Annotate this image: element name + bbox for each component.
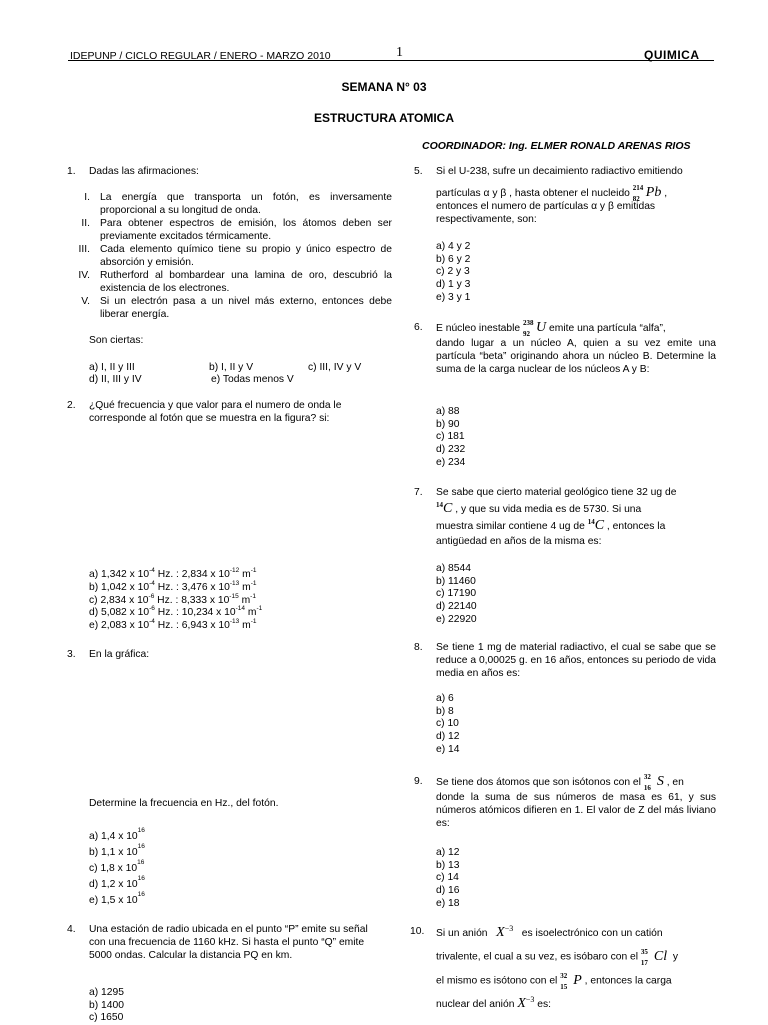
q5-options [436,241,470,305]
header-rule [68,60,714,61]
option-b: b) 1400 [89,999,124,1011]
carbon-14: $^{14}$C [436,500,453,516]
topic-title: ESTRUCTURA ATOMICA [314,111,454,125]
option-a: a) 1,342 x $10^{-4}$ Hz. : 2,834 x $10^{-12}$ $m^{-1}$ [89,567,257,580]
option-c: c) 2 y 3 [436,266,470,278]
question-number: 1. [67,166,76,177]
option-d: d) 22140 [436,601,477,613]
option-d: d) 1 y 3 [436,279,471,291]
option-b: b) I, II y V [209,362,254,373]
option-e: e) Todas menos V [211,374,294,385]
question-stem: Dadas las afirmaciones: [89,166,199,177]
option-c: c) 181 [436,431,465,443]
option-d: d) 16 [436,885,460,897]
option-d: d) 232 [436,444,466,456]
option-e: e) 1,5 x $10^{16}$ [89,891,145,906]
phosphorus-nuclide: 32 15 P [560,971,582,991]
option-e: e) 22920 [436,613,477,625]
lead-nuclide: 214 82 Pb [632,183,662,203]
week-title: SEMANA N° 03 [341,80,427,94]
anion-x: $X^{-3}$ [496,924,514,940]
q6-options [436,406,465,470]
option-a: a) 8544 [436,563,471,574]
option-e: e) 2,083 x $10^{-4}$ Hz. : 6,943 x $10^{-13}$ $m^{-1}$ [89,618,257,632]
option-d: d) 12 [436,731,460,743]
option-c: c) 2,834 x $10^{-6}$ Hz. : 8,333 x $10^{-15}$ $m^{-1}$ [89,592,256,606]
option-c: c) 10 [436,718,459,730]
q1-ask: Son ciertas: [89,335,144,346]
option-c: c) 1650 [89,1012,124,1023]
option-b: b) 1,1 x $10^{16}$ [89,843,145,858]
q4-options [89,987,124,1025]
option-d: d) 5,082 x $10^{-6}$ Hz. : 10,234 x $10^{-14}$ $m^{-1}$ [89,605,263,619]
option-b: b) 11460 [436,575,476,587]
option-a: a) 6 [436,693,454,704]
header-course: IDEPUNP / CICLO REGULAR / ENERO - MARZO 2010 [70,50,331,62]
option-a: a) I, II y III [89,362,135,373]
option-a: a) 1295 [89,987,124,998]
option-a: a) 12 [436,847,460,858]
option-d: d) II, III y IV [89,374,142,385]
header-subject: QUIMICA [644,48,700,62]
uranium-nuclide: 238 92 U [523,319,547,338]
q1-statements: I. La energía que transporta un fotón, es inversamente proporcional a su longitud de onda. II. Para obtener espectros de emisión, los átomos deben ser previamente excitados térmicamente. III. Cada elemento químico tiene su propio y único espectro de absorción y emisión. IV. Rutherford al bombardear una lamina de oro, descubrió la existencia de los electrones. V. Si un electrón pasa a un nivel más externo, entonces debe liberar energía. [78,192,392,320]
option-b: b) 13 [436,859,460,871]
q3-options [89,829,145,909]
option-c: c) III, IV y V [308,362,362,373]
option-c: c) 17190 [436,588,477,600]
option-e: e) 18 [436,897,460,909]
option-e: e) 234 [436,456,466,468]
option-b: b) 8 [436,705,454,717]
carbon-14: $^{14}$C [587,517,605,533]
option-b: b) 6 y 2 [436,253,471,265]
option-a: a) 88 [436,406,460,417]
sulfur-nuclide: 32 16 S [643,773,664,792]
option-a: a) 4 y 2 [436,241,471,252]
coordinator: COORDINADOR: Ing. ELMER RONALD ARENAS RIOS [422,140,691,152]
q7-options [436,563,477,627]
option-c: c) 14 [436,872,459,884]
option-b: b) 1,042 x $10^{-4}$ Hz. : 3,476 x $10^{-13}$ $m^{-1}$ [89,579,257,593]
q2-options [89,569,379,633]
q3-ask: Determine la frecuencia en Hz., del fotón. [89,798,279,809]
option-b: b) 90 [436,418,460,430]
q9-options [436,847,459,911]
option-c: c) 1,8 x $10^{16}$ [89,859,145,874]
option-d: d) 1,2 x $10^{16}$ [89,875,145,890]
option-e: e) 3 y 1 [436,291,471,303]
page-number: 1 [396,45,403,60]
option-a: a) 1,4 x $10^{16}$ [89,827,145,842]
q8-options [436,693,459,757]
option-e: e) 14 [436,743,460,755]
anion-x: $X^{-3}$ [517,995,535,1012]
chlorine-nuclide: 35 17 Cl [640,948,668,967]
